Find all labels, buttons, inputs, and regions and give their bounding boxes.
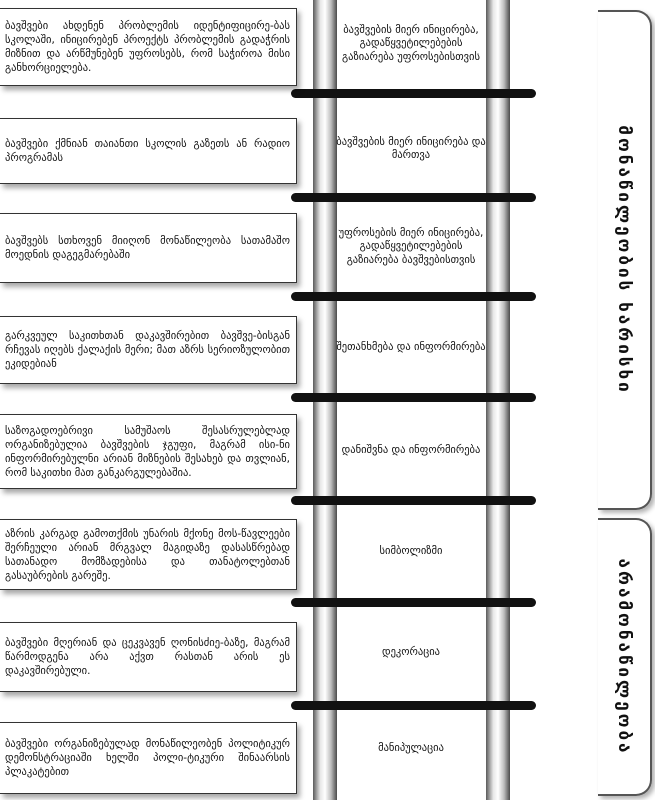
- description-box: [0, 316, 297, 384]
- participation-bracket: [598, 10, 652, 510]
- description-text: აზრის კარგად გამოთქმის უნარის მქონე მოს-წავლეები შერჩეული არიან მრგვალ მაგიდაზე დასასწრებად სათანადო მომზადებისა და თანატოლებთან გასაუბრების გარეშე.: [5, 527, 290, 582]
- description-text: საზოგადოებრივი სამუშაოს შესასრულებლად ორგანიზებულია ბავშვების ჯგუფი, მაგრამ ისი-ნი ინფორმირებულნი არიან მიზნების შესახებ და თვლიან, რომ საკითხი მათ განკარგულებაშია.: [5, 424, 290, 479]
- rung-label: [336, 112, 486, 186]
- rung-label-text: უფროსების მიერ ინიცირება, გადაწყვეტილებების გაზიარება ბავშვებისთვის: [338, 226, 484, 266]
- rung-label: [336, 414, 486, 488]
- rung-label-text: მანიპულაცია: [378, 742, 444, 755]
- ladder-rung: [291, 292, 536, 301]
- description-text: ბავშვები ქმნიან თაიანთი სკოლის გაზეთს ან რადიო პროგრამას: [5, 138, 290, 164]
- description-box: [0, 519, 297, 590]
- description-text: ბავშვები მღერიან და ცეკვავენ ღონისძიე-ბაზე, მაგრამ წარმოდგენა არა აქვთ რასთან არის ეს დაკავშირებული.: [5, 637, 290, 677]
- ladder-rung: [291, 89, 536, 98]
- ladder-rung: [291, 598, 536, 607]
- ladder-rung: [291, 701, 536, 710]
- non-participation-label: არამონაწილეობა: [614, 558, 634, 756]
- description-box: [0, 8, 297, 86]
- rung-label: [336, 312, 486, 384]
- description-box: [0, 118, 297, 184]
- description-box: [0, 213, 297, 283]
- ladder-rung: [291, 193, 536, 202]
- rung-label: [336, 205, 486, 289]
- description-text: ბავშვები ორგანიზებულად მონაწილეობენ პოლიტიკურ დემონსტრაციაში ხელში პოლი-ტიკური შინაარსის პლაკატებით: [5, 738, 290, 778]
- rung-label-text: შეთანხმება და ინფორმირება: [336, 341, 486, 354]
- non-participation-bracket: [598, 518, 652, 796]
- rung-label-text: ბავშვების მიერ ინიცირება, გადაწყვეტილებების გაზიარება უფროსებისთვის: [342, 23, 480, 63]
- ladder-rung: [291, 496, 536, 505]
- description-box: [0, 414, 297, 489]
- rung-label: [336, 716, 486, 782]
- description-box: [0, 622, 297, 692]
- rung-label-text: სიმბოლიზმი: [379, 545, 443, 558]
- rung-label-text: დანიშვნა და ინფორმირება: [341, 444, 481, 457]
- description-box: [0, 722, 297, 794]
- description-text: გარკვეულ საკითხთან დაკავშირებით ბავშვე-ბისგან რჩევას იღებს ქალაქის მერი; მათ აზრს სერიოზულობით ეკიდებიან: [5, 330, 290, 370]
- description-text: ბავშვებს სთხოვენ მიიღონ მონაწილეობა სათამაშო მოედნის დაგეგმარებაში: [5, 235, 290, 261]
- rung-label: [336, 2, 486, 86]
- rung-label: [336, 620, 486, 686]
- rung-label: [336, 520, 486, 584]
- ladder-rung: [291, 393, 536, 402]
- participation-label: მონაწილეობის ხარისხი: [614, 125, 634, 395]
- rung-label-text: დეკორაცია: [382, 646, 440, 659]
- description-text: ბავშვები ახდენენ პრობლემის იდენტიფიცირე-ბას სკოლაში, ინიცირებენ პროექტს პრობლემის გადაჭრის მიზნით და არწმუნებენ უფროსებს, რომ საჭიროა მისი განხორციელება.: [5, 20, 290, 74]
- rung-label-text: ბავშვების მიერ ინიცირება და მართვა: [336, 135, 486, 161]
